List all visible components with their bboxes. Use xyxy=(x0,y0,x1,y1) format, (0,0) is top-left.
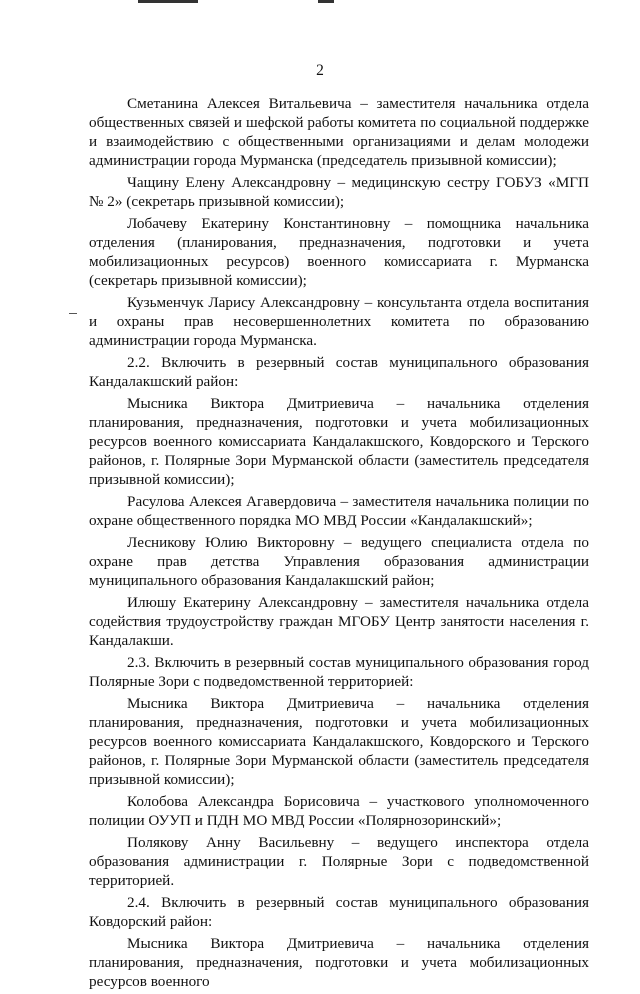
paragraph-kolobov: Колобова Александра Борисовича – участкового уполномоченного полиции ОУУП и ПДН МО МВД России «Полярнозоринский»; xyxy=(89,793,589,829)
section-heading-2-4: 2.4. Включить в резервный состав муниципального образования Ковдорский район: xyxy=(89,894,589,930)
paragraph-ilyusha: Илюшу Екатерину Александровну – заместителя начальника отдела содействия трудоустройству граждан МГОБУ Центр занятости населения г. Кандалакши. xyxy=(89,594,589,649)
top-edge-marks xyxy=(0,0,640,8)
margin-mark xyxy=(69,313,77,314)
paragraph-smetanin: Сметанина Алексея Витальевича – заместителя начальника отдела общественных связей и шефской работы комитета по социальной поддержке и взаимодействию с общественными организациями и делам молодежи администрации города Мурманска (председатель призывной комиссии); xyxy=(89,95,589,169)
paragraph-lesnikova: Лесникову Юлию Викторовну – ведущего специалиста отдела по охране прав детства Управления образования администрации муниципального образования Кандалакшский район; xyxy=(89,534,589,589)
paragraph-chashchina: Чащину Елену Александровну – медицинскую сестру ГОБУЗ «МГП № 2» (секретарь призывной комиссии); xyxy=(89,174,589,210)
paragraph-mysnik-kovdor: Мысника Виктора Дмитриевича – начальника отделения планирования, предназначения, подготовки и учета мобилизационных ресурсов военного xyxy=(89,935,589,990)
scan-mark-left xyxy=(138,0,198,3)
document-body xyxy=(89,94,589,994)
section-heading-2-3: 2.3. Включить в резервный состав муниципального образования город Полярные Зори с подведомственной территорией: xyxy=(89,654,589,690)
section-heading-2-2: 2.2. Включить в резервный состав муниципального образования Кандалакшский район: xyxy=(89,354,589,390)
paragraph-mysnik-kandalaksha: Мысника Виктора Дмитриевича – начальника отделения планирования, предназначения, подготовки и учета мобилизационных ресурсов военного комиссариата Кандалакшского, Ковдорского и Терского районов, г. Полярные Зори Мурманской области (заместитель председателя призывной комиссии); xyxy=(89,395,589,488)
paragraph-lobacheva: Лобачеву Екатерину Константиновну – помощника начальника отделения (планирования, предназначения, подготовки и учета мобилизационных ресурсов) военного комиссариата г. Мурманска (секретарь призывной комиссии); xyxy=(89,215,589,289)
paragraph-rasulov: Расулова Алексея Агавердовича – заместителя начальника полиции по охране общественного порядка МО МВД России «Кандалакшский»; xyxy=(89,493,589,529)
scan-mark-right xyxy=(318,0,334,3)
paragraph-polyakova: Полякову Анну Васильевну – ведущего инспектора отдела образования администрации г. Полярные Зори с подведомственной территорией. xyxy=(89,834,589,889)
paragraph-kuzmenchuk: Кузьменчук Ларису Александровну – консультанта отдела воспитания и охраны прав несовершеннолетних комитета по образованию администрации города Мурманска. xyxy=(89,294,589,349)
paragraph-mysnik-polyarnye-zori: Мысника Виктора Дмитриевича – начальника отделения планирования, предназначения, подготовки и учета мобилизационных ресурсов военного комиссариата Кандалакшского, Ковдорского и Терского районов, г. Полярные Зори Мурманской области (заместитель председателя призывной комиссии); xyxy=(89,695,589,788)
page-number: 2 xyxy=(316,62,324,79)
